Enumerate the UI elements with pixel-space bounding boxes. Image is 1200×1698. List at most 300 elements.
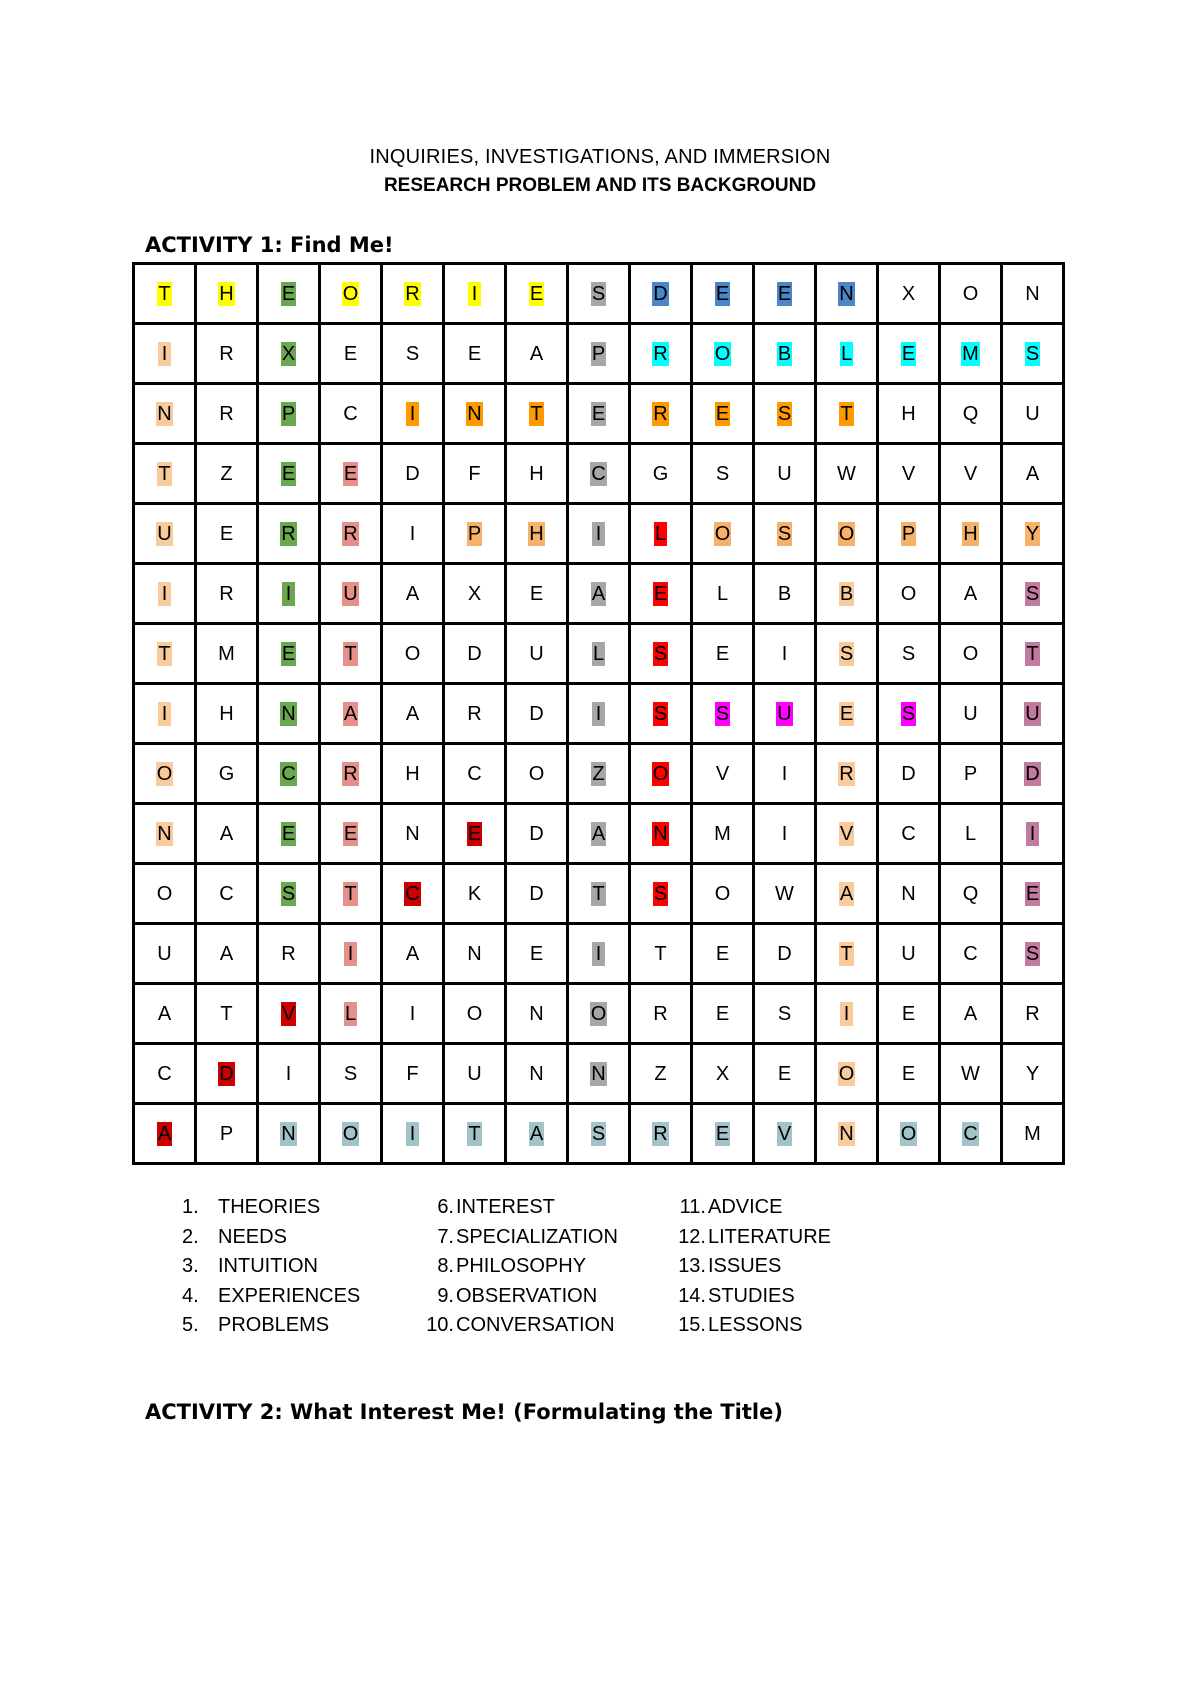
grid-cell — [134, 564, 196, 624]
activity-1-heading: ACTIVITY 1: Find Me! — [145, 233, 394, 257]
grid-letter: R — [653, 1002, 668, 1025]
grid-cell — [630, 324, 692, 384]
grid-letter: T — [468, 1122, 481, 1145]
grid-letter: E — [343, 342, 358, 365]
grid-cell — [444, 864, 506, 924]
grid-cell — [940, 984, 1002, 1044]
word-list-item — [412, 1193, 618, 1223]
grid-letter: X — [901, 282, 916, 305]
grid-letter: E — [343, 822, 358, 845]
grid-cell — [382, 444, 444, 504]
grid-letter: V — [901, 462, 916, 485]
grid-cell — [258, 1104, 320, 1164]
grid-letter: Y — [1025, 522, 1040, 545]
word-number: 5. — [182, 1314, 199, 1336]
grid-letter: O — [962, 642, 979, 665]
grid-letter: W — [837, 462, 856, 485]
grid-cell — [1002, 444, 1064, 504]
grid-letter: O — [342, 1122, 359, 1145]
grid-cell — [444, 384, 506, 444]
grid-cell — [692, 804, 754, 864]
grid-letter: C — [467, 762, 482, 785]
grid-row — [134, 444, 1064, 504]
grid-cell — [258, 444, 320, 504]
grid-cell — [1002, 384, 1064, 444]
grid-cell — [382, 684, 444, 744]
grid-cell — [568, 744, 630, 804]
grid-cell — [258, 324, 320, 384]
grid-letter: Z — [592, 762, 605, 785]
grid-letter: E — [343, 462, 358, 485]
grid-cell — [258, 984, 320, 1044]
grid-letter: O — [590, 1002, 607, 1025]
word-number: 12. — [678, 1225, 706, 1248]
grid-letter: A — [529, 1122, 544, 1145]
grid-letter: I — [468, 282, 481, 306]
grid-letter: R — [653, 342, 668, 365]
grid-letter: C — [405, 882, 420, 905]
grid-letter: O — [838, 522, 855, 545]
grid-cell — [382, 564, 444, 624]
grid-letter: D — [777, 942, 792, 965]
grid-cell — [754, 624, 816, 684]
grid-row — [134, 924, 1064, 984]
grid-cell — [258, 924, 320, 984]
activity-2-heading: ACTIVITY 2: What Interest Me! (Formulating the Title) — [145, 1400, 783, 1424]
grid-cell — [568, 444, 630, 504]
grid-letter: A — [529, 342, 544, 365]
grid-letter: S — [777, 402, 792, 425]
word-number: 15. — [678, 1314, 706, 1336]
grid-letter: L — [344, 1002, 357, 1025]
grid-cell — [692, 504, 754, 564]
word-text: THEORIES — [218, 1196, 321, 1218]
grid-letter: A — [219, 942, 234, 965]
grid-row — [134, 1044, 1064, 1104]
grid-cell — [754, 504, 816, 564]
grid-cell — [878, 324, 940, 384]
grid-cell — [692, 444, 754, 504]
word-text: PHILOSOPHY — [456, 1255, 587, 1277]
grid-letter: U — [777, 462, 792, 485]
grid-row — [134, 564, 1064, 624]
grid-cell — [878, 1104, 940, 1164]
grid-letter: E — [529, 582, 544, 605]
grid-letter: U — [529, 642, 544, 665]
grid-cell — [258, 624, 320, 684]
grid-cell — [878, 504, 940, 564]
grid-letter: M — [714, 822, 731, 845]
grid-cell — [878, 384, 940, 444]
grid-cell — [630, 384, 692, 444]
word-list-item — [666, 1252, 831, 1282]
grid-cell — [506, 384, 568, 444]
grid-cell — [692, 1104, 754, 1164]
grid-cell — [568, 684, 630, 744]
grid-letter: E — [715, 282, 730, 305]
grid-letter: N — [157, 822, 172, 845]
grid-cell — [630, 504, 692, 564]
grid-cell — [940, 804, 1002, 864]
grid-row — [134, 984, 1064, 1044]
grid-letter: N — [467, 942, 482, 965]
grid-letter: E — [281, 642, 296, 665]
grid-letter: I — [840, 1002, 853, 1026]
grid-letter: L — [964, 822, 977, 845]
grid-letter: O — [466, 1002, 483, 1025]
word-list-column-1 — [182, 1193, 360, 1341]
grid-letter: G — [652, 462, 669, 485]
grid-cell — [320, 684, 382, 744]
grid-cell — [878, 984, 940, 1044]
grid-row — [134, 624, 1064, 684]
grid-letter: I — [285, 1062, 292, 1085]
grid-cell — [568, 624, 630, 684]
grid-cell — [134, 1044, 196, 1104]
grid-letter: N — [467, 402, 482, 425]
grid-letter: E — [281, 462, 296, 485]
grid-letter: P — [901, 522, 916, 545]
grid-cell — [1002, 504, 1064, 564]
grid-letter: T — [840, 402, 853, 425]
grid-cell — [940, 624, 1002, 684]
grid-cell — [630, 984, 692, 1044]
grid-cell — [506, 1104, 568, 1164]
grid-letter: R — [653, 402, 668, 425]
grid-letter: R — [343, 762, 358, 785]
grid-cell — [754, 864, 816, 924]
grid-letter: T — [592, 882, 605, 905]
grid-cell — [134, 864, 196, 924]
grid-letter: E — [653, 582, 668, 605]
word-list-item — [666, 1223, 831, 1253]
grid-cell — [816, 564, 878, 624]
grid-letter: U — [343, 582, 358, 605]
grid-letter: I — [406, 1122, 419, 1146]
grid-cell — [568, 804, 630, 864]
word-list-item — [182, 1282, 360, 1312]
grid-cell — [134, 984, 196, 1044]
word-text: INTUITION — [218, 1255, 318, 1277]
grid-cell — [568, 924, 630, 984]
grid-letter: A — [343, 702, 358, 725]
grid-letter: S — [343, 1062, 358, 1085]
grid-cell — [754, 384, 816, 444]
grid-cell — [444, 504, 506, 564]
grid-cell — [754, 1104, 816, 1164]
grid-cell — [258, 504, 320, 564]
word-list-item — [666, 1193, 831, 1223]
grid-cell — [382, 924, 444, 984]
grid-cell — [134, 744, 196, 804]
grid-cell — [630, 624, 692, 684]
grid-cell — [506, 564, 568, 624]
grid-letter: E — [777, 1062, 792, 1085]
word-number: 11. — [679, 1196, 706, 1218]
grid-letter: T — [840, 942, 853, 965]
word-list-item — [182, 1311, 360, 1341]
grid-cell — [506, 744, 568, 804]
word-list-item — [412, 1252, 618, 1282]
word-text: STUDIES — [708, 1284, 795, 1307]
grid-cell — [382, 264, 444, 324]
grid-cell — [196, 1104, 258, 1164]
grid-cell — [940, 864, 1002, 924]
grid-letter: L — [654, 522, 667, 545]
grid-cell — [754, 804, 816, 864]
grid-cell — [692, 324, 754, 384]
word-list-item — [412, 1223, 618, 1253]
grid-cell — [444, 744, 506, 804]
word-text: PROBLEMS — [218, 1314, 330, 1336]
word-number: 10. — [426, 1314, 454, 1336]
grid-cell — [1002, 684, 1064, 744]
grid-letter: T — [654, 942, 667, 965]
grid-letter: R — [653, 1122, 668, 1145]
grid-letter: P — [467, 522, 482, 545]
grid-row — [134, 384, 1064, 444]
grid-cell — [878, 1044, 940, 1104]
grid-letter: R — [1025, 1002, 1040, 1025]
grid-cell — [444, 984, 506, 1044]
grid-letter: H — [219, 702, 234, 725]
grid-cell — [568, 324, 630, 384]
grid-letter: V — [281, 1002, 296, 1025]
word-text: LESSONS — [708, 1314, 803, 1336]
grid-cell — [258, 384, 320, 444]
word-number: 8. — [437, 1255, 454, 1277]
word-text: NEEDS — [218, 1225, 287, 1248]
grid-cell — [816, 504, 878, 564]
grid-letter: E — [281, 822, 296, 845]
grid-letter: A — [157, 1002, 172, 1025]
word-list-column-3 — [666, 1193, 831, 1341]
grid-letter: L — [840, 342, 853, 365]
grid-cell — [320, 864, 382, 924]
grid-cell — [816, 864, 878, 924]
grid-cell — [196, 324, 258, 384]
grid-cell — [134, 684, 196, 744]
grid-letter: O — [838, 1062, 855, 1085]
grid-row — [134, 864, 1064, 924]
grid-letter: B — [777, 342, 792, 365]
grid-letter: N — [529, 1002, 544, 1025]
grid-cell — [134, 384, 196, 444]
grid-cell — [1002, 564, 1064, 624]
grid-letter: O — [962, 282, 979, 305]
grid-letter: T — [158, 282, 171, 305]
grid-cell — [630, 804, 692, 864]
grid-letter: E — [715, 942, 730, 965]
grid-letter: P — [219, 1122, 234, 1145]
grid-letter: R — [219, 402, 234, 425]
grid-letter: H — [529, 522, 544, 545]
grid-cell — [816, 1104, 878, 1164]
grid-letter: Z — [220, 462, 233, 485]
grid-cell — [692, 264, 754, 324]
grid-cell — [1002, 804, 1064, 864]
grid-letter: I — [592, 522, 605, 546]
course-title: INQUIRIES, INVESTIGATIONS, AND IMMERSION — [369, 146, 831, 168]
grid-letter: E — [901, 342, 916, 365]
grid-cell — [568, 264, 630, 324]
grid-cell — [1002, 744, 1064, 804]
grid-letter: S — [281, 882, 296, 905]
grid-letter: A — [839, 882, 854, 905]
grid-letter: U — [1025, 402, 1040, 425]
grid-cell — [444, 324, 506, 384]
grid-letter: E — [715, 1122, 730, 1145]
grid-letter: T — [220, 1002, 233, 1025]
grid-cell — [568, 984, 630, 1044]
word-list-column-2 — [412, 1193, 618, 1341]
grid-cell — [568, 504, 630, 564]
grid-letter: B — [839, 582, 854, 605]
grid-cell — [196, 804, 258, 864]
grid-letter: I — [592, 942, 605, 966]
grid-letter: N — [405, 822, 420, 845]
grid-cell — [382, 984, 444, 1044]
word-list-item — [666, 1282, 831, 1312]
grid-cell — [878, 444, 940, 504]
grid-letter: V — [839, 822, 854, 845]
grid-cell — [568, 864, 630, 924]
grid-letter: N — [281, 1122, 296, 1145]
grid-cell — [382, 1104, 444, 1164]
grid-cell — [382, 384, 444, 444]
word-list-item — [412, 1282, 618, 1312]
grid-letter: S — [653, 882, 668, 905]
grid-letter: T — [1026, 642, 1039, 665]
grid-letter: I — [781, 822, 788, 845]
grid-cell — [630, 924, 692, 984]
grid-cell — [692, 384, 754, 444]
grid-letter: S — [901, 642, 916, 665]
grid-letter: S — [777, 1002, 792, 1025]
grid-letter: D — [529, 702, 544, 725]
grid-letter: U — [1025, 702, 1040, 725]
grid-cell — [506, 864, 568, 924]
grid-cell — [754, 684, 816, 744]
grid-letter: T — [158, 462, 171, 485]
grid-cell — [196, 744, 258, 804]
grid-letter: K — [467, 882, 482, 905]
grid-row — [134, 1104, 1064, 1164]
grid-cell — [1002, 324, 1064, 384]
grid-cell — [320, 384, 382, 444]
grid-letter: U — [467, 1062, 482, 1085]
grid-letter: A — [405, 942, 420, 965]
grid-cell — [692, 984, 754, 1044]
grid-letter: W — [961, 1062, 980, 1085]
grid-letter: E — [467, 342, 482, 365]
grid-cell — [196, 504, 258, 564]
grid-cell — [196, 924, 258, 984]
grid-cell — [816, 804, 878, 864]
grid-letter: S — [653, 642, 668, 665]
grid-letter: H — [405, 762, 420, 785]
grid-letter: S — [1025, 342, 1040, 365]
grid-letter: Z — [654, 1062, 667, 1085]
grid-cell — [940, 684, 1002, 744]
grid-letter: C — [591, 462, 606, 485]
grid-letter: N — [281, 702, 296, 725]
grid-letter: I — [592, 702, 605, 726]
grid-cell — [444, 1044, 506, 1104]
grid-letter: T — [344, 882, 357, 905]
grid-cell — [134, 504, 196, 564]
grid-cell — [754, 264, 816, 324]
grid-cell — [630, 684, 692, 744]
grid-cell — [444, 444, 506, 504]
grid-letter: M — [962, 342, 979, 365]
grid-cell — [258, 264, 320, 324]
grid-cell — [940, 504, 1002, 564]
grid-letter: U — [157, 942, 172, 965]
grid-cell — [506, 324, 568, 384]
grid-letter: S — [1025, 942, 1040, 965]
grid-cell — [134, 624, 196, 684]
grid-letter: R — [281, 522, 296, 545]
grid-cell — [568, 564, 630, 624]
grid-letter: I — [158, 702, 171, 726]
grid-cell — [258, 684, 320, 744]
grid-cell — [196, 624, 258, 684]
grid-letter: E — [467, 822, 482, 845]
grid-letter: C — [219, 882, 234, 905]
grid-letter: X — [715, 1062, 730, 1085]
grid-cell — [878, 744, 940, 804]
grid-cell — [692, 744, 754, 804]
grid-cell — [816, 684, 878, 744]
grid-cell — [754, 924, 816, 984]
grid-letter: V — [963, 462, 978, 485]
grid-cell — [630, 744, 692, 804]
grid-letter: O — [900, 582, 917, 605]
grid-cell — [816, 744, 878, 804]
grid-letter: U — [777, 702, 792, 725]
grid-letter: S — [591, 1122, 606, 1145]
grid-cell — [754, 984, 816, 1044]
word-text: SPECIALIZATION — [456, 1225, 618, 1248]
grid-letter: E — [1025, 882, 1040, 905]
grid-letter: T — [158, 642, 171, 665]
word-list-item — [182, 1252, 360, 1282]
grid-letter: A — [591, 582, 606, 605]
grid-cell — [1002, 264, 1064, 324]
grid-letter: R — [219, 342, 234, 365]
word-number: 6. — [437, 1196, 454, 1218]
grid-cell — [630, 264, 692, 324]
grid-letter: E — [715, 1002, 730, 1025]
grid-letter: N — [1025, 282, 1040, 305]
word-number: 4. — [182, 1284, 199, 1307]
grid-cell — [816, 624, 878, 684]
grid-cell — [444, 1104, 506, 1164]
grid-letter: E — [529, 282, 544, 305]
grid-cell — [692, 624, 754, 684]
grid-cell — [816, 984, 878, 1044]
grid-cell — [382, 864, 444, 924]
grid-cell — [940, 1044, 1002, 1104]
grid-row — [134, 504, 1064, 564]
grid-letter: O — [156, 882, 173, 905]
grid-letter: E — [281, 282, 296, 305]
grid-cell — [196, 984, 258, 1044]
grid-letter: E — [901, 1002, 916, 1025]
grid-cell — [878, 924, 940, 984]
grid-row — [134, 684, 1064, 744]
